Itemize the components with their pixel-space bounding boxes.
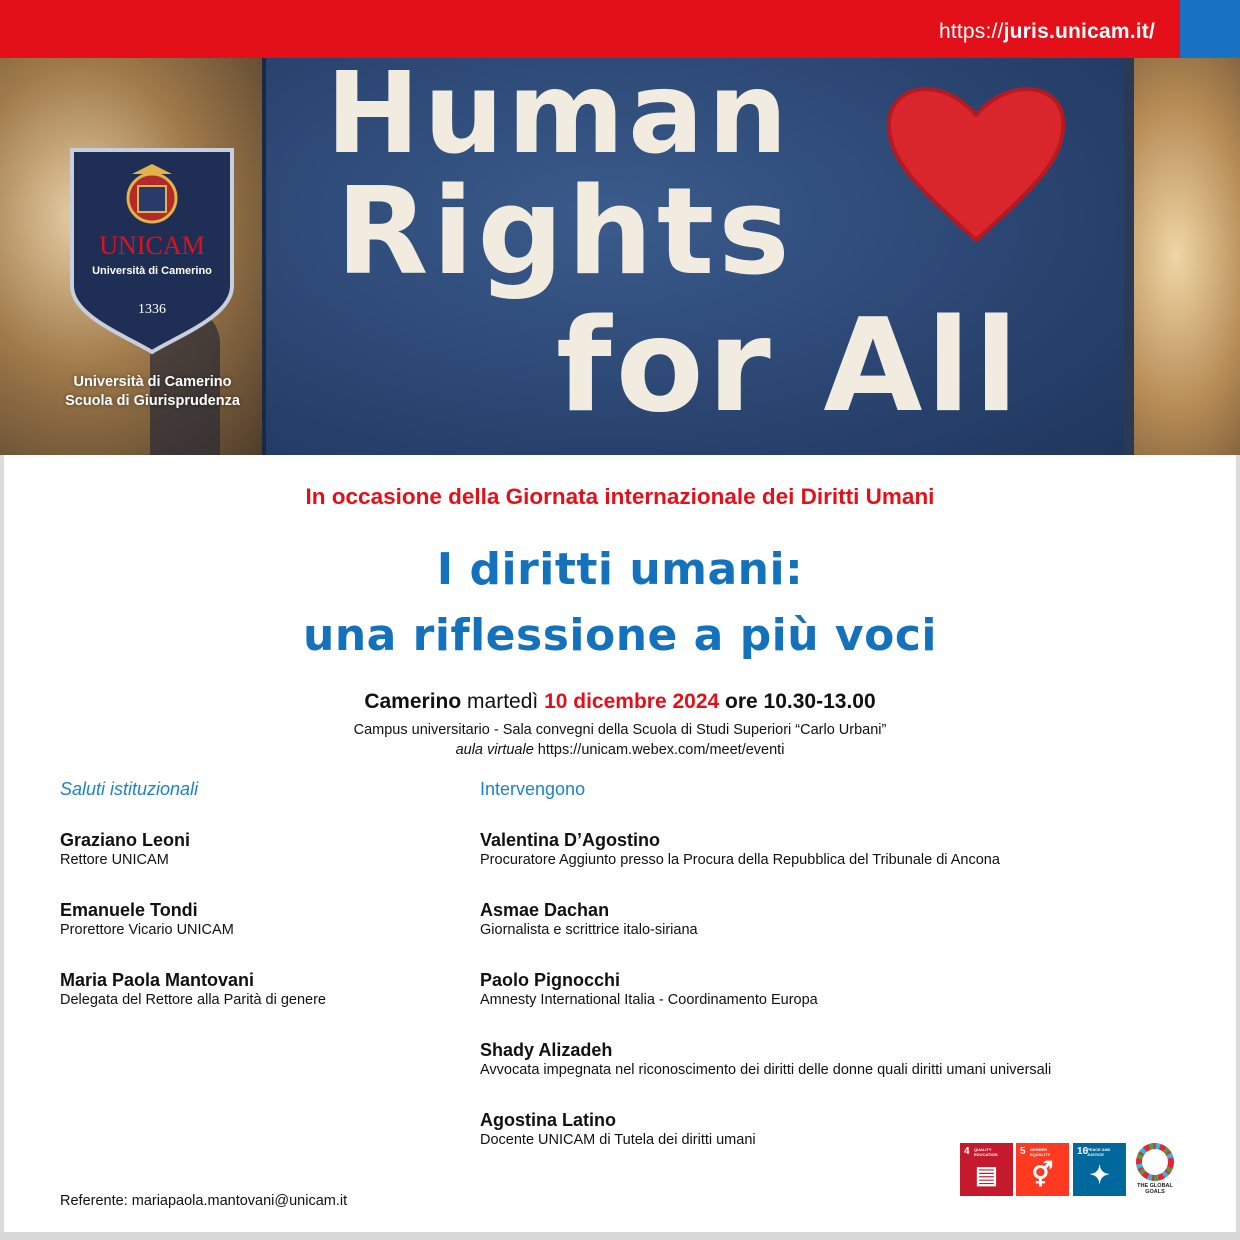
sdg-4-badge	[960, 1143, 1013, 1196]
event-title-line-2: una riflessione a più voci	[303, 610, 937, 661]
sign-line-2: Rights	[336, 163, 794, 302]
speaker-person	[480, 969, 818, 1009]
sdg-16-badge	[1073, 1143, 1126, 1196]
person-role: Avvocata impegnata nel riconoscimento dei diritti delle donne quali diritti umani universali	[480, 1062, 1052, 1078]
unicam-shield-logo	[68, 146, 236, 356]
person-name: Emanuele Tondi	[60, 900, 198, 920]
sign-line-3: for All	[556, 292, 1023, 441]
logo-subtitle: Università di Camerino	[92, 265, 212, 277]
person-role: Rettore UNICAM	[60, 852, 169, 868]
global-goals-wheel-icon	[1128, 1143, 1182, 1183]
speakers-heading: Intervengono	[480, 779, 586, 799]
hero-photo	[0, 58, 1240, 455]
sdg-number: 16	[1077, 1146, 1089, 1157]
sign-line-1: Human	[326, 58, 792, 179]
person-name: Paolo Pignocchi	[480, 970, 621, 990]
school-line-1: Università di Camerino	[73, 374, 232, 390]
event-kicker: In occasione della Giornata internazionale dei Diritti Umani	[305, 484, 935, 509]
sdg-label: PEACE AND JUSTICE	[1087, 1147, 1111, 1157]
event-venue: Campus universitario - Sala convegni della Scuola di Studi Superiori “Carlo Urbani”	[353, 722, 887, 738]
person-name: Maria Paola Mantovani	[60, 970, 255, 990]
school-line-2: Scuola di Giurisprudenza	[65, 393, 240, 409]
speaker-person	[480, 1109, 756, 1149]
dove-icon: ✦	[1089, 1162, 1110, 1189]
sdg-label: GENDER EQUALITY	[1030, 1147, 1051, 1157]
speaker-person	[480, 829, 1000, 869]
speaker-person	[480, 1039, 1051, 1079]
virtual-url-link[interactable]: https://unicam.webex.com/meet/eventi	[537, 742, 785, 758]
greetings-heading: Saluti istituzionali	[60, 779, 199, 799]
event-virtual-room	[0, 742, 1240, 758]
school-name	[40, 373, 265, 411]
event-weekday: martedì	[467, 690, 539, 713]
bottom-border	[0, 1232, 1240, 1240]
person-name: Valentina D’Agostino	[480, 830, 661, 850]
person-name: Graziano Leoni	[60, 830, 191, 850]
person-role: Prorettore Vicario UNICAM	[60, 922, 234, 938]
person-role: Procuratore Aggiunto presso la Procura della Repubblica del Tribunale di Ancona	[480, 852, 1000, 868]
gender-icon: ⚥	[1031, 1162, 1054, 1189]
event-date: 10 dicembre 2024	[544, 690, 720, 713]
sdg-number: 4	[964, 1146, 970, 1157]
protest-sign	[262, 58, 1134, 455]
greeting-person	[60, 899, 234, 939]
global-goals-label: THE GLOBAL GOALS	[1137, 1183, 1173, 1195]
url-prefix: https://	[938, 20, 1004, 43]
sdg-5-badge	[1016, 1143, 1069, 1196]
person-role: Giornalista e scrittrice italo-siriana	[480, 922, 698, 938]
event-title-line-1: I diritti umani:	[436, 544, 804, 595]
event-city: Camerino	[364, 690, 462, 713]
top-blue-accent	[1180, 0, 1240, 58]
person-name: Asmae Dachan	[480, 900, 610, 920]
url-host: juris.unicam.it/	[1003, 20, 1155, 43]
person-role: Delegata del Rettore alla Parità di genere	[60, 992, 326, 1008]
virtual-label: aula virtuale	[455, 742, 534, 758]
event-time: ore 10.30-13.00	[725, 690, 876, 713]
person-name: Agostina Latino	[480, 1110, 616, 1130]
event-datetime	[0, 690, 1240, 714]
speaker-person	[480, 899, 698, 939]
sdg-number: 5	[1020, 1146, 1026, 1157]
global-goals-logo	[1128, 1143, 1182, 1197]
book-icon: ▤	[975, 1162, 998, 1189]
site-url-link[interactable]	[939, 20, 1155, 44]
logo-brand: UNICAM	[99, 231, 205, 260]
greeting-person	[60, 829, 190, 869]
heart-icon	[881, 70, 1071, 250]
greeting-person	[60, 969, 326, 1009]
sdg-label: QUALITY EDUCATION	[974, 1147, 998, 1157]
contact-email[interactable]: Referente: mariapaola.mantovani@unicam.it	[60, 1193, 348, 1209]
person-role: Docente UNICAM di Tutela dei diritti umani	[480, 1132, 756, 1148]
person-role: Amnesty International Italia - Coordinamento Europa	[480, 992, 818, 1008]
logo-year: 1336	[138, 302, 166, 317]
person-name: Shady Alizadeh	[480, 1040, 613, 1060]
